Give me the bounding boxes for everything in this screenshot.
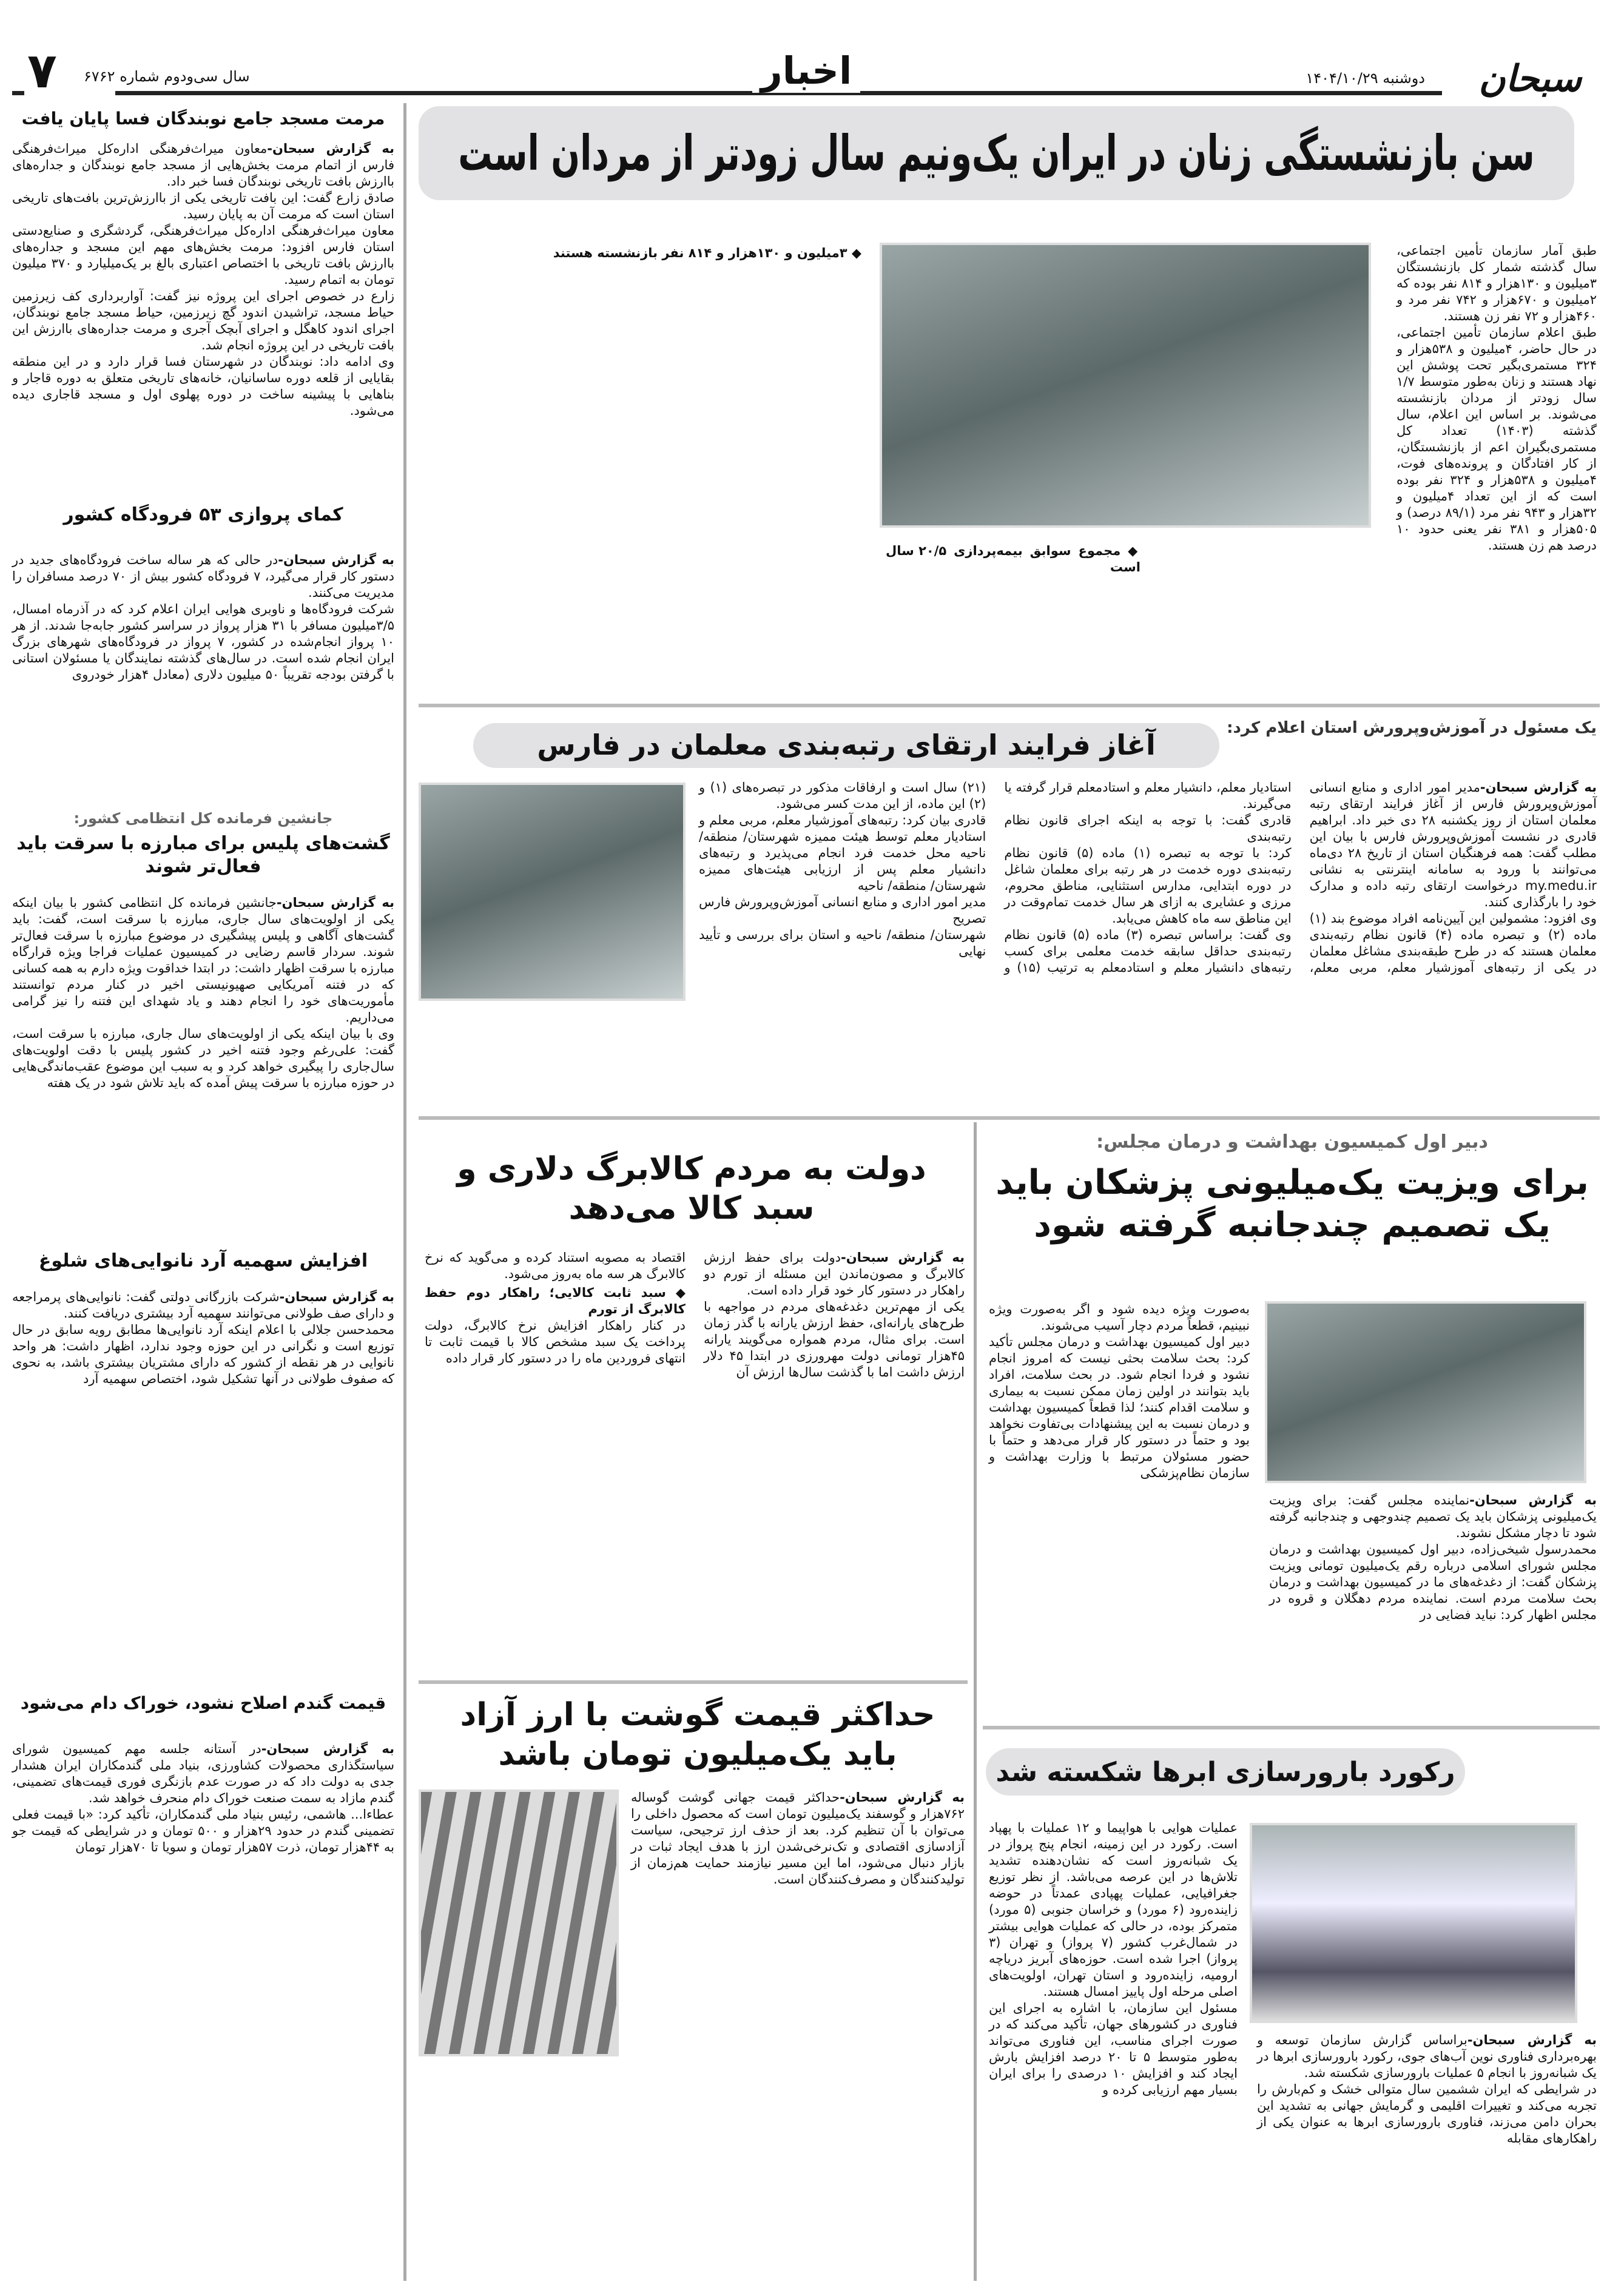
top-article-subhead — [425, 243, 861, 261]
official-photo — [419, 783, 686, 1001]
paragraph — [1257, 2032, 1597, 2081]
medical-photo — [1265, 1301, 1586, 1483]
news-source: به گزارش سبحان- — [1480, 780, 1597, 795]
column-divider — [403, 103, 406, 2281]
paragraph-text: در حالی که هر ساله ساخت فرودگاه‌های جدید در دستور کار قرار می‌گیرد، ۷ فرودگاه کشور بیش از ۷۰ درصد مسافران را مدیریت می‌کنند. — [12, 553, 394, 600]
paragraph — [1310, 779, 1597, 911]
paragraph: قادری بیان کرد: رتبه‌های آموزشیار معلم، مربی معلم و استادیار معلم توسط هیئت ممیزه شهرستان/ منطقه/ ناحیه محل خدمت فرد انجام می‌پذیرد و رتبه‌های دانشیار معلم پس از ارزیابی هیئت‌های ممیزه شهرستان/ منطقه/ ناحیه — [699, 813, 986, 893]
paragraph: قادری گفت: با توجه به اینکه اجرای قانون نظام رتبه‌بندی — [1004, 813, 1292, 844]
news-source: به گزارش سبحان- — [1469, 1493, 1597, 1507]
wheat-headline: قیمت گندم اصلاح نشود، خوراک دام می‌شود — [20, 1693, 386, 1713]
paragraph: معاون میراث‌فرهنگی اداره‌کل میراث‌فرهنگی، گردشگری و صنایع‌دستی استان فارس افزود: مرمت بخش‌های مهم این مسجد و جداره‌های باارزش بافت تاریخی با اختصاص اعتباری بالغ بر یک‌میلیارد و ۳۷۰ میلیون تومان به اتمام رسید. — [12, 223, 394, 287]
column-divider — [974, 1122, 977, 2281]
paragraph: اقتصاد به مصوبه استناد کرده و می‌گوید که نرخ کالابرگ هر سه ماه به‌روز می‌شود. — [425, 1250, 686, 1281]
news-source: به گزارش سبحان- — [279, 1290, 395, 1304]
paragraph: وی با بیان اینکه یکی از اولویت‌های سال جاری، مبارزه با سرقت است، گفت: علی‌رغم وجود فتنه اخیر در کشور پلیس با دقت اولویت‌های سال‌جاری را پیگیری خواهد کرد و به سبب این موضوع عقب‌ماندگی‌هایی در حوزه مبارزه با سرقت پیش آمده که باید تلاش شود در یک هفته — [12, 1026, 394, 1090]
paragraph: در شرایطی که ایران ششمین سال متوالی خشک و کم‌بارش را تجربه می‌کند و تغییرات اقلیمی و گرمایش جهانی به تشدید این بحران دامن می‌زند، فناوری بارورسازی ابرها به عنوان یکی از راهکارهای مقابله — [1257, 2082, 1597, 2146]
top-article-text-col1 — [1397, 243, 1597, 692]
meat-headline: حداکثر قیمت گوشت با ارز آزاد باید یک‌میلیون تومان باشد — [460, 1697, 935, 1773]
health-kicker: دبیر اول کمیسیون بهداشت و درمان مجلس: — [1096, 1131, 1488, 1153]
news-source: به گزارش سبحان- — [841, 1250, 965, 1265]
police-text — [12, 895, 394, 1241]
airports-text — [12, 552, 394, 795]
paragraph-text: در آستانه جلسه مهم کمیسیون شورای سیاستگذاری محصولات کشاورزی، بنیاد ملی گندمکاران ایران هشدار جدی به دولت داد که در صورت عدم بازنگری فوری قیمت‌های تضمینی، گندم مازاد به سمت صنعت خوراک دام منحرف خواهد شد. — [12, 1742, 394, 1805]
paragraph — [12, 141, 394, 190]
health-text-left — [989, 1301, 1250, 1717]
issue-number: سال سی‌ودوم شماره ۶۷۶۲ — [79, 68, 255, 85]
paragraph: در کنار راهکار افزایش نرخ کالابرگ، دولت پرداخت یک سبد مشخص کالا با قیمت ثابت تا انتهای فروردین ماه را در دستور کار قرار داده — [425, 1318, 686, 1365]
bread-text — [12, 1289, 394, 1677]
paragraph: زارع در خصوص اجرای این پروژه نیز گفت: آواربرداری کف زیرزمین حیاط مسجد، تراشیدن اندود گچ زیرزمین، حیاط مسجد جامع نوبندگان، اجرای اندود کاهگل و اجرای آبچک آجری و مرمت جداره‌های باارزش این بافت تاریخی در این پروژه انجام شد. — [12, 289, 394, 352]
subhead: ◆ ۳میلیون و ۱۳۰هزار و ۸۱۴ نفر بازنشسته هستند — [553, 246, 861, 260]
kalabarg-text — [425, 1250, 965, 1662]
paragraph-text: معاون میراث‌فرهنگی اداره‌کل میراث‌فرهنگی فارس از اتمام مرمت بخش‌هایی از مسجد جامع نوبندگان و جداره‌های باارزش بافت تاریخی نوبندگان فسا خبر داد. — [12, 141, 394, 189]
news-source: به گزارش سبحان- — [267, 141, 394, 156]
section-title: اخبار — [752, 49, 860, 93]
wheat-text — [12, 1741, 394, 2275]
retirees-photo — [880, 243, 1371, 528]
airports-headline: کمای پروازی ۵۳ فرودگاه کشور — [63, 504, 343, 525]
health-text-right — [1269, 1492, 1597, 1717]
issue-date: دوشنبه ۱۴۰۴/۱۰/۲۹ — [1301, 70, 1430, 87]
header-rule-mark — [12, 91, 24, 95]
paragraph: طبق اعلام سازمان تأمین اجتماعی، در حال حاضر، ۴میلیون و ۵۳۸هزار و ۳۲۴ مستمری‌بگیر تحت پوشش این نهاد هستند و زنان به‌طور متوسط ۱/۷ سال زودتر از مردان بازنشسته می‌شوند. بر اساس این اعلام، سال گذشته (۱۴۰۳) تعداد کل مستمری‌بگیران اعم از بازنشستگان، از کار افتادگان و پرونده‌های فوت، ۴میلیون و ۵۳۸هزار و ۳۲۴ نفر بوده است که از این تعداد ۴میلیون و ۳۲هزار و ۹۴۳ نفر مرد (۸۹/۱ درصد) و ۵۰۵هزار و ۳۸۱ نفر یعنی حدود ۱۰ درصد هم زن هستند. — [1397, 325, 1597, 553]
paragraph: به‌صورت ویژه دیده شود و اگر به‌صورت ویژه نبینیم، قطعاً مردم دچار آسیب می‌شوند. — [989, 1302, 1250, 1333]
kalabarg-headline: دولت به مردم کالابرگ دلاری و سبد کالا می‌دهد — [457, 1151, 926, 1227]
section-divider — [419, 1680, 968, 1684]
section-divider — [419, 704, 1600, 707]
cloud-text-right — [1257, 2032, 1597, 2281]
mosque-text — [12, 141, 394, 480]
paragraph: وی ادامه داد: نوبندگان در شهرستان فسا قرار دارد و در این منطقه بقایایی از قلعه دوره ساسانیان، خانه‌های تاریخی متعلق به دوره قاجار و بناهایی با پیشینه ساخت در دوره پهلوی اول و مسجد قاجاری دیده می‌شود. — [12, 354, 394, 418]
news-source: به گزارش سبحان- — [840, 1790, 965, 1805]
paragraph — [704, 1250, 965, 1299]
paragraph: وی افزود: مشمولین این آیین‌نامه افراد موضوع بند (۱) ماده (۲) و تبصره ماده (۴) قانون نظام رتبه‌بندی معلمان هستند که در طرح طبقه‌بندی مشاغل معلمان در یکی از رتبه‌های آموزشیار معلم، مربی معلم، استادیار معلم، دانشیار معلم و استادمعلم قرار گرفته یا می‌گیرند. — [1004, 780, 1597, 975]
paragraph: وی گفت: براساس تبصره (۳) ماده (۵) قانون نظام رتبه‌بندی حداقل سابقه خدمت معلمی برای کسب رتبه‌های دانشیار معلم و استادمعلم به ترتیب (۱۵) و (۲۱) سال است و ارفاقات مذکور در تبصره‌های (۱) و (۲) این ماده، از این مدت کسر می‌شود. — [699, 780, 1292, 975]
police-kicker: جانشین فرمانده کل انتظامی کشور: — [73, 810, 333, 827]
teachers-kicker: یک مسئول در آموزش‌وپرورش استان اعلام کرد: — [1227, 719, 1597, 737]
paragraph: شهرستان/ منطقه/ ناحیه و استان برای بررسی و تأیید نهایی — [699, 928, 986, 958]
paragraph-text: جانشین فرمانده کل انتظامی کشور با بیان اینکه یکی از اولویت‌های سال جاری، مبارزه با سرقت است، گفت: باید گشت‌های آگاهی و پلیس پیشگیری در موضوع مبارزه با سرقت فعال‌تر شوند. سردار قاسم رضایی در کمیسیون عملیات فراجا ویژه قرارگاه مبارزه با سرقت اظهار داشت: در ابتدا خداقوت ویژه دارم به همه کسانی که در فتنه آمریکایی صهیونیستی اخیر در کنار مردم توانستند مأموریت‌های خود را انجام دهند و یاد شهدای این فتنه را نیز گرامی می‌داریم. — [12, 895, 394, 1025]
paragraph-text: دولت برای حفظ ارزش کالابرگ و مصون‌ماندن این مسئله از تورم دو راهکار در دستور کار خود قرار داده است. — [704, 1250, 965, 1298]
paragraph — [631, 1790, 965, 1888]
paragraph: یکی از مهم‌ترین دغدغه‌های مردم در مواجهه با طرح‌های یارانه‌ای، حفظ ارزش یارانه با گذر زمان است. برای مثال، مردم همواره می‌گویند یارانه ۴۵هزار تومانی دولت مهرورزی در ابتدا ۴۵ دلار ارزش داشت اما با گذشت سال‌ها ارزش آن — [704, 1299, 965, 1379]
paragraph — [1269, 1492, 1597, 1541]
news-source: به گزارش سبحان- — [276, 895, 394, 910]
newspaper-logo: سبحان — [1478, 58, 1582, 100]
subhead: ◆ سبد ثابت کالایی؛ راهکار دوم حفظ کالابرگ از تورم — [425, 1285, 686, 1316]
paragraph — [12, 1289, 394, 1322]
top-headline-box — [419, 106, 1574, 200]
paragraph-text: مدیر امور اداری و منابع انسانی آموزش‌وپرورش فارس از آغاز فرایند ارتقای رتبه معلمان استان از روز یکشنبه ۲۸ دی خبر داد. ابراهیم قادری در نشست آموزش‌وپرورش فارس با بیان این مطلب گفت: همه فرهنگیان استان از تاریخ ۲۸ دی‌ماه می‌توانند با ورود به سامانه اینترنتی به نشانی my.medu.ir درخواست ارتقای رتبه داده و مدارک خود را بارگذاری کنند. — [1309, 780, 1597, 909]
paragraph-text: حداکثر قیمت جهانی گوشت گوساله ۷۶۲هزار و گوسفند یک‌میلیون تومان است که محصول داخلی را می‌توان با آن تنظیم کرد. بعد از حذف ارز ترجیحی، سیاست آزادسازی اقتصادی و تک‌نرخی‌شدن ارز با هدف ایجاد ثبات در بازار دنبال می‌شود، اما این مسیر نیازمند حمایت هم‌زمان از تولیدکنندگان و مصرف‌کنندگان است. — [631, 1790, 965, 1887]
teachers-headline: آغاز فرایند ارتقای رتبه‌بندی معلمان در فارس — [537, 729, 1156, 762]
news-source: به گزارش سبحان- — [261, 1742, 394, 1756]
paragraph: مسئول این سازمان، با اشاره به اجرای این فناوری در کشورهای جهان، تأکید می‌کند که در صورت اجرای مناسب، این فناوری می‌تواند به‌طور متوسط ۵ تا ۲۰ درصد افزایش بارش ایجاد کند و افزایش ۱۰ درصدی را برای ایران بسیار مهم ارزیابی کرده و — [989, 2001, 1238, 2097]
paragraph-text: شرکت بازرگانی دولتی گفت: نانوایی‌های پرمراجعه و دارای صف طولانی می‌توانند سهمیه آرد بیشتری دریافت کنند. — [12, 1290, 394, 1321]
meat-text — [631, 1790, 965, 2269]
teachers-text — [699, 779, 1597, 1107]
paragraph — [12, 552, 394, 601]
news-source: به گزارش سبحان- — [1467, 2033, 1597, 2047]
health-headline: برای ویزیت یک‌میلیونی پزشکان باید یک تصمیم چندجانبه گرفته شود — [996, 1163, 1589, 1245]
news-source: به گزارش سبحان- — [278, 553, 395, 567]
teachers-headline-box — [473, 723, 1219, 768]
paragraph: محمدرسول شیخی‌زاده، دبیر اول کمیسیون بهداشت و درمان مجلس شورای اسلامی درباره رقم یک‌میلیون تومانی ویزیت پزشکان گفت: از دغدغه‌های ما در کمیسیون بهداشت و درمان بحث سلامت مردم است. نماینده مردم دهگلان و قروه در مجلس اظهار کرد: نباید فضایی در — [1269, 1542, 1597, 1622]
paragraph: دبیر اول کمیسیون بهداشت و درمان مجلس تأکید کرد: بحث سلامت بحثی نیست که امروز انجام نشود و فردا انجام شود. در بحث سلامت، افراد باید بتوانند در اولین زمان ممکن نسبت به بیماری و سلامت اقدام کنند؛ لذا قطعاً کمیسیون بهداشت و درمان نسبت به این پیشنهادات بی‌تفاوت نخواهد بود و حتماً در دستور کار قرار می‌دهد و حتماً با حضور مسئولان مرتبط با وزارت بهداشت و سازمان نظام‌پزشکی — [989, 1335, 1250, 1480]
paragraph — [12, 895, 394, 1026]
mosque-headline: مرمت مسجد جامع نوبندگان فسا پایان یافت — [21, 109, 385, 129]
paragraph-text: براساس گزارش سازمان توسعه و بهره‌برداری فناوری نوین آب‌های جوی، رکورد بارورسازی ابرها در یک شبانه‌روز با انجام ۵ عملیات بارورسازی شکسته شد. — [1257, 2033, 1597, 2080]
top-photo-caption — [886, 543, 1141, 576]
photo-caption: ◆ مجموع سوابق بیمه‌پردازی ۲۰/۵ سال است — [886, 544, 1141, 574]
cloud-headline-box — [986, 1748, 1465, 1796]
paragraph: صادق زارع گفت: این بافت تاریخی یکی از باارزش‌ترین بافت‌های تاریخی استان است که مرمت آن به پایان رسید. — [12, 190, 394, 221]
bread-headline: افزایش سهمیه آرد نانوایی‌های شلوغ — [38, 1250, 368, 1271]
paragraph: عملیات هوایی با هواپیما و ۱۲ عملیات با پهپاد است. رکورد در این زمینه، انجام پنج پرواز در یک شبانه‌روز است که نشان‌دهنده تشدید تلاش‌ها در این عرصه می‌باشد. از نظر توزیع جغرافیایی، عملیات پهپادی عمدتاً در حوضه زاینده‌رود (۶ مورد) و خراسان جنوبی (۵ مورد) متمرکز بوده، در حالی که عملیات هوایی بیشتر در شمال‌غرب کشور (۷ پرواز) و تهران (۳ پرواز) اجرا شده است. حوزه‌های آبریز دریاچه ارومیه، زاینده‌رود و استان تهران، اولویت‌های اصلی مرحله اول پاییز امسال هستند. — [989, 1820, 1238, 1999]
section-divider — [419, 1116, 1600, 1120]
page-number: ۷ — [27, 42, 57, 99]
paragraph: طبق آمار سازمان تأمین اجتماعی، سال گذشته شمار کل بازنشستگان ۳میلیون و ۱۳۰هزار و ۸۱۴ نفر بوده که ۲میلیون و ۶۷۰هزار و ۷۴۲ نفر مرد و ۴۶۰هزار و ۷۲ نفر زن هستند. — [1397, 243, 1597, 323]
paragraph: محمدحسن جلالی با اعلام اینکه آرد نانوایی‌ها مطابق رویه سابق در حال توزیع است و نگرانی در این حوزه وجود ندارد، اظهار داشت: هر واحد نانوایی در هر نقطه از کشور که دارای مشتریان بیشتری باشد، به نحوی که صفوف طولانی در آنها تشکیل شود، اختصاص سهمیه آرد — [12, 1322, 394, 1386]
paragraph-text: نماینده مجلس گفت: برای ویزیت یک‌میلیونی پزشکان باید یک تصمیم چندوجهی و چندجانبه گرفته شود تا دچار مشکل نشوند. — [1269, 1493, 1597, 1540]
cloud-seeding-plane-photo — [1250, 1823, 1577, 2023]
cloud-headline: رکورد بارورسازی ابرها شکسته شد — [996, 1756, 1455, 1788]
paragraph: شرکت فرودگاه‌ها و ناوبری هوایی ایران اعلام کرد که در آذرماه امسال، ۳/۵میلیون مسافر با ۳۱ هزار پرواز در سراسر کشور جابه‌جا شدند. از هر ۱۰ پرواز انجام‌شده در کشور، ۷ پرواز در فرودگاه‌های شهرهای بزرگ ایران انجام شده است. در سال‌های گذشته نمایندگان یا مسئولان استانی با گرفتن بودجه تقریباً ۵۰ میلیون دلاری (معادل ۴هزار خودروی — [12, 602, 395, 682]
section-divider — [983, 1726, 1600, 1729]
police-headline: گشت‌های پلیس برای مبارزه با سرقت باید فعال‌تر شوند — [16, 833, 390, 877]
paragraph: کرد: با توجه به تبصره (۱) ماده (۵) قانون نظام رتبه‌بندی دوره خدمت در هر رتبه برای معلمان شاغل در دوره ابتدایی، مدارس استثنایی، مناطق محروم، مرزی و عشایری به ازای هر سال خدمت تمام‌وقت در این مناطق سه ماه کاهش می‌یابد. — [1004, 846, 1292, 926]
meat-photo — [419, 1790, 619, 2056]
paragraph: مدیر امور اداری و منابع انسانی آموزش‌وپرورش فارس تصریح — [699, 895, 986, 926]
kalabarg-paragraphs-after — [425, 1318, 686, 1367]
paragraph: عطاءا... هاشمی، رئیس بنیاد ملی گندمکاران، تأکید کرد: «با قیمت فعلی تضمینی گندم در حدود ۲۹هزار و ۵۰۰ تومان و در شرایطی که قیمت جو به ۴۴هزار تومان، ذرت ۵۷هزار تومان و سویا تا ۷۰هزار تومان — [12, 1807, 394, 1854]
top-headline: سن بازنشستگی زنان در ایران یک‌ونیم سال زودتر از مردان است — [458, 124, 1535, 181]
cloud-text-left — [989, 1820, 1238, 2281]
paragraph — [12, 1741, 394, 1806]
